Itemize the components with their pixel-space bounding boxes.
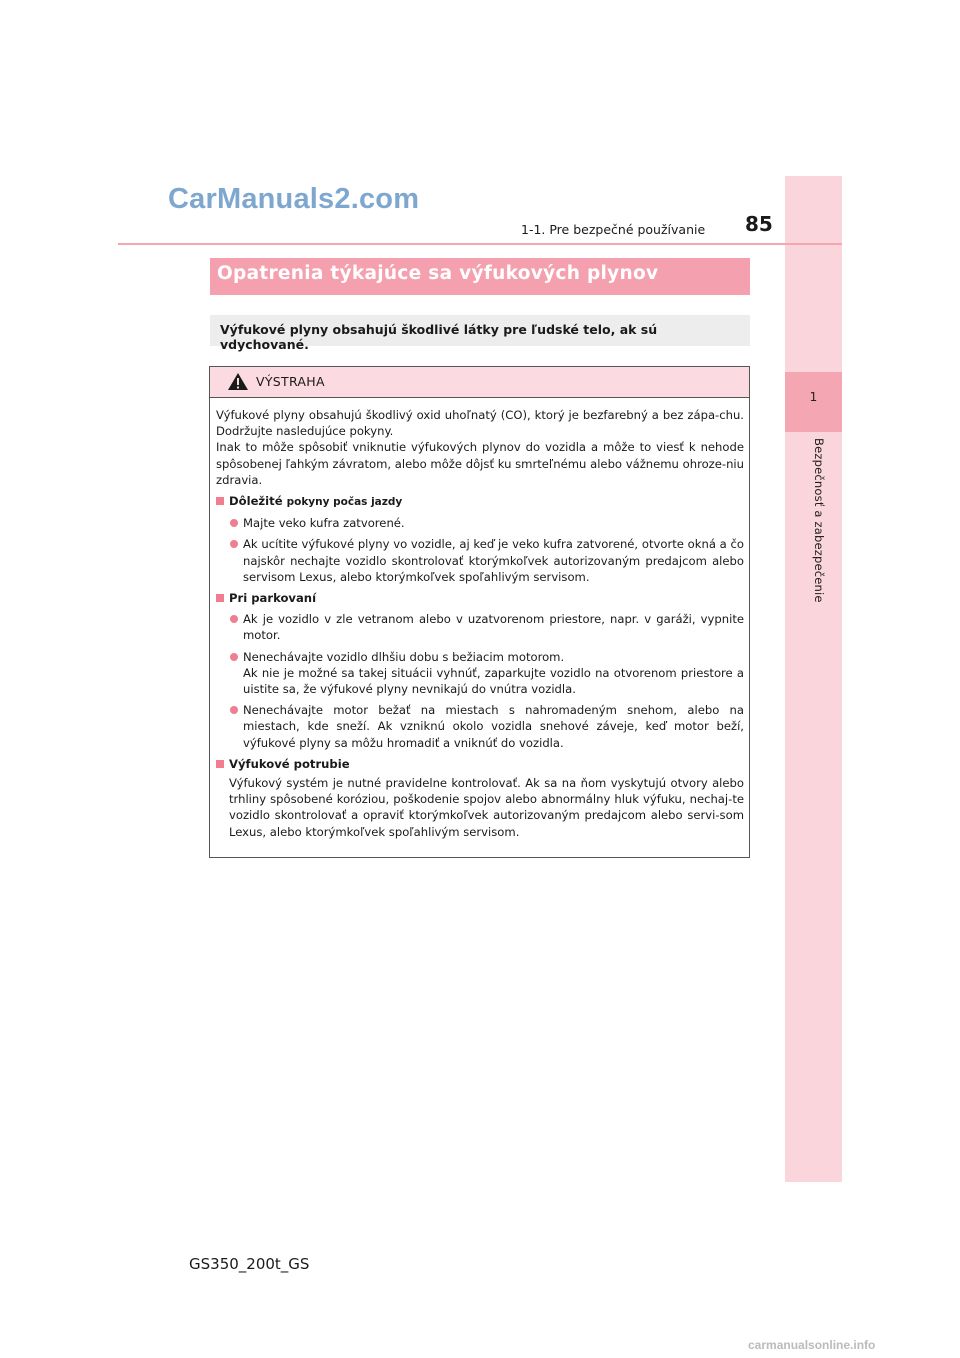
breadcrumb: 1-1. Pre bezpečné používanie bbox=[521, 222, 706, 237]
heading-main: Dôležité bbox=[229, 494, 287, 509]
warning-header bbox=[210, 367, 749, 398]
warning-title: VÝSTRAHA bbox=[256, 374, 325, 389]
section-intro: Výfukové plyny obsahujú škodlivé látky pre ľudské telo, ak sú vdychované. bbox=[210, 315, 750, 346]
warning-intro-2: Inak to môže spôsobiť vniknutie výfukových plynov do vozidla a môže to viesť k nehode spôsobenej ľahkým závratom, alebo môže dôjsť ku smrteľnému alebo vážnemu ohroze-niu zdravia. bbox=[216, 440, 744, 487]
list-item-text: Ak ucítite výfukové plyny vo vozidle, aj keď je veko kufra zatvorené, otvorte okná a čo najskôr nechajte vozidlo skontrolovať ktorýmkoľvek autorizovaným predajcom alebo servisom Lexus, alebo ktorýmkoľvek spoľahlivým servisom. bbox=[243, 537, 744, 584]
chapter-number: 1 bbox=[809, 390, 818, 404]
chapter-label: Bezpečnosť a zabezpečenie bbox=[812, 438, 826, 603]
section-heading-driving bbox=[216, 493, 744, 510]
round-bullet-icon bbox=[230, 540, 238, 548]
warning-intro-1: Výfukové plyny obsahujú škodlivý oxid uhoľnatý (CO), ktorý je bezfarebný a bez zápa-chu. Dodržujte nasledujúce pokyny. bbox=[216, 408, 744, 439]
warning-triangle-icon bbox=[227, 372, 249, 395]
chapter-number-tab bbox=[785, 372, 842, 432]
list-item bbox=[216, 611, 744, 643]
list-item-text: Ak je vozidlo v zle vetranom alebo v uzatvorenom priestore, napr. v garáži, vypnite motor. bbox=[243, 612, 744, 643]
list-item-text: Nenechávajte motor bežať na miestach s nahromadeným snehom, alebo na miestach, kde sneží. Ak vzniknú okolo vozidla snehové záveje, keď motor beží, výfukové plyny sa môžu hromadiť a vniknúť do vozidla. bbox=[243, 703, 744, 750]
square-bullet-icon bbox=[216, 594, 224, 602]
list-item bbox=[216, 536, 744, 585]
header-divider bbox=[118, 243, 842, 245]
square-bullet-icon bbox=[216, 760, 224, 768]
watermark-logo: CarManuals2.com bbox=[168, 183, 420, 215]
chapter-side-tab bbox=[785, 176, 842, 1182]
footer-model: GS350_200t_GS bbox=[189, 1255, 310, 1273]
warning-body bbox=[216, 407, 744, 840]
heading-text: Výfukové potrubie bbox=[229, 756, 350, 771]
section-title: Opatrenia týkajúce sa výfukových plynov bbox=[210, 258, 750, 295]
warning-box bbox=[209, 366, 750, 858]
section-heading-parking bbox=[216, 590, 744, 606]
round-bullet-icon bbox=[230, 615, 238, 623]
heading-text: Pri parkovaní bbox=[229, 591, 317, 606]
round-bullet-icon bbox=[230, 706, 238, 714]
page-number: 85 bbox=[745, 212, 773, 236]
exhaust-text: Výfukový systém je nutné pravidelne kontrolovať. Ak sa na ňom vyskytujú otvory alebo trhliny spôsobené koróziou, poškodenie spojov alebo abnormálny hluk výfuku, nechaj-te vozidlo skontrolovať a opraviť ktorýmkoľvek autorizovaným predajcom alebo servi-som Lexus, alebo ktorýmkoľvek spoľahlivým servisom. bbox=[229, 776, 744, 839]
round-bullet-icon bbox=[230, 519, 238, 527]
list-item bbox=[216, 702, 744, 751]
list-item bbox=[216, 649, 744, 698]
heading-small: pokyny počas jazdy bbox=[286, 496, 403, 509]
list-item bbox=[216, 515, 744, 531]
square-bullet-icon bbox=[216, 497, 224, 505]
round-bullet-icon bbox=[230, 653, 238, 661]
list-item-text-continued: Ak nie je možné sa takej situácii vyhnúť, zaparkujte vozidlo na otvorenom priestore a uistite sa, že výfukové plyny nevnikajú do vnútra vozidla. bbox=[243, 665, 744, 697]
section-heading-exhaust bbox=[216, 756, 744, 772]
site-watermark: carmanualsonline.info bbox=[748, 1338, 876, 1352]
list-item-text: Majte veko kufra zatvorené. bbox=[243, 516, 405, 531]
list-item-text: Nenechávajte vozidlo dlhšiu dobu s bežiacim motorom. bbox=[243, 649, 565, 664]
